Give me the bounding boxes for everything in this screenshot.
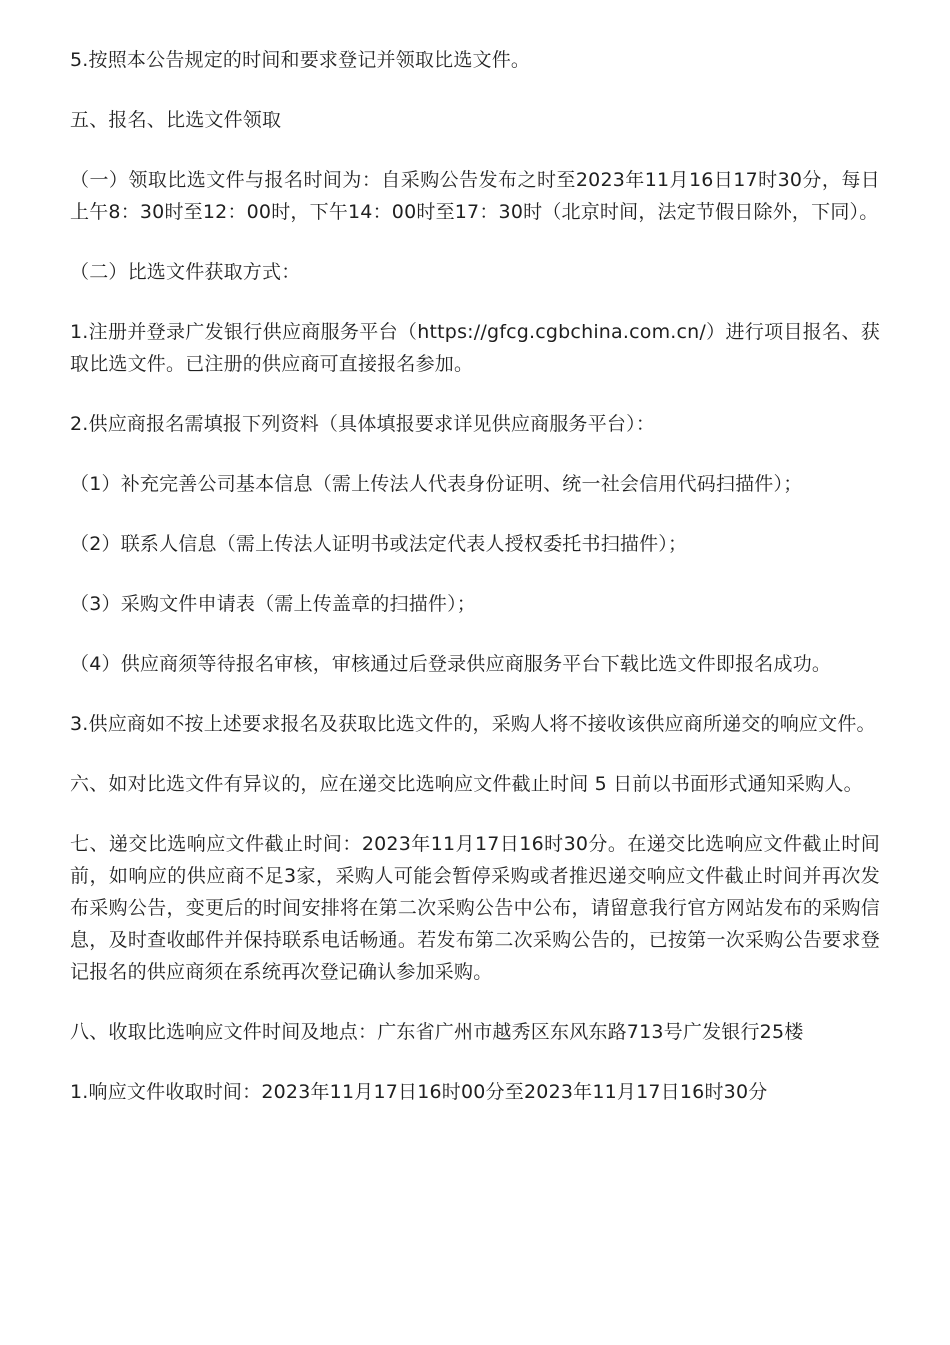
paragraph-item-5: 5.按照本公告规定的时间和要求登记并领取比选文件。 <box>70 49 531 71</box>
list-item-application-form: （3）采购文件申请表（需上传盖章的扫描件）； <box>70 593 476 615</box>
section-heading-location: 八、收取比选响应文件时间及地点：广东省广州市越秀区东风东路713号广发银行25楼 <box>70 1021 804 1043</box>
paragraph-platform-registration: 1.注册并登录广发银行供应商服务平台（https://gfcg.cgbchina.com.cn/）进行项目报名、获取比选文件。已注册的供应商可直接报名参加。 <box>70 321 880 375</box>
paragraph-registration-time: （一）领取比选文件与报名时间为：自采购公告发布之时至2023年11月16日17时30分，每日上午8：30时至12：00时，下午14：00时至17：30时（北京时间，法定节假日除外，下同）。 <box>70 169 880 223</box>
section-heading-objections: 六、如对比选文件有异议的，应在递交比选响应文件截止时间 5 日前以书面形式通知采购人。 <box>70 773 863 795</box>
subheading-acquisition-method: （二）比选文件获取方式： <box>70 261 301 283</box>
paragraph-required-materials: 2.供应商报名需填报下列资料（具体填报要求详见供应商服务平台）： <box>70 413 656 435</box>
list-item-review: （4）供应商须等待报名审核，审核通过后登录供应商服务平台下载比选文件即报名成功。 <box>70 653 832 675</box>
paragraph-receipt-time: 1.响应文件收取时间：2023年11月17日16时00分至2023年11月17日16时30分 <box>70 1081 768 1103</box>
list-item-contact-info: （2）联系人信息（需上传法人证明书或法定代表人授权委托书扫描件）； <box>70 533 688 555</box>
paragraph-noncompliance: 3.供应商如不按上述要求报名及获取比选文件的，采购人将不接收该供应商所递交的响应文件。 <box>70 713 876 735</box>
list-item-company-info: （1）补充完善公司基本信息（需上传法人代表身份证明、统一社会信用代码扫描件）； <box>70 473 803 495</box>
section-heading-deadline: 七、递交比选响应文件截止时间：2023年11月17日16时30分。在递交比选响应文件截止时间前，如响应的供应商不足3家，采购人可能会暂停采购或者推迟递交响应文件截止时间并再次发布采购公告，变更后的时间安排将在第二次采购公告中公布，请留意我行官方网站发布的采购信息，及时查收邮件并保持联系电话畅通。若发布第二次采购公告的，已按第一次采购公告要求登记报名的供应商须在系统再次登记确认参加采购。 <box>70 833 880 983</box>
section-heading-registration: 五、报名、比选文件领取 <box>70 109 282 131</box>
